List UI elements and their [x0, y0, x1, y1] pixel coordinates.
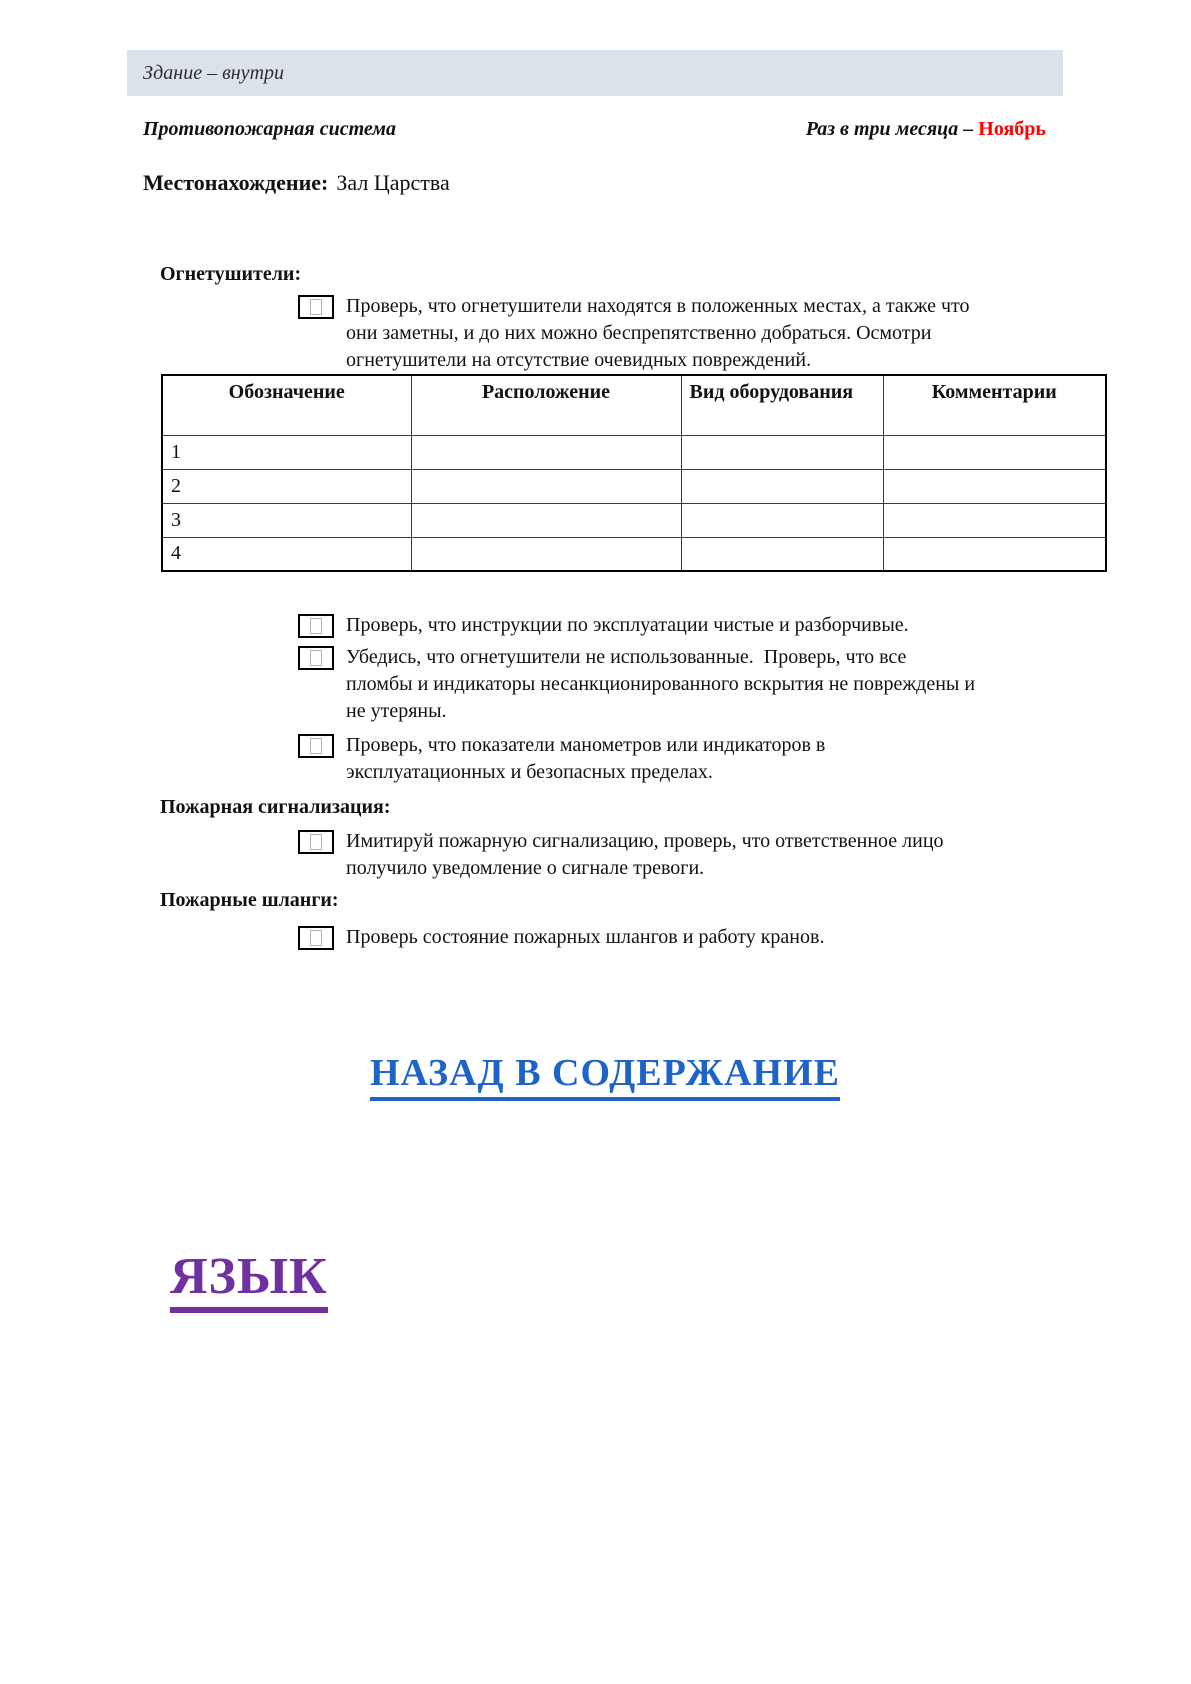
table-row	[162, 435, 1106, 469]
location-label: Местонахождение:	[143, 170, 329, 195]
text-line: Убедись, что огнетушители не использованные. Проверь, что все	[346, 646, 907, 668]
column-header-comments: Комментарии	[883, 375, 1106, 435]
empty-glyph-icon	[310, 738, 322, 754]
column-header-equipment-type: Вид оборудования	[681, 375, 883, 435]
text-line: Проверь, что огнетушители находятся в положенных местах, а также что	[346, 295, 970, 317]
checklist-item-extinguishers-placement	[298, 293, 1191, 374]
back-to-contents-link[interactable]: НАЗАД В СОДЕРЖАНИЕ	[370, 1051, 840, 1101]
table-cell-empty[interactable]	[411, 537, 681, 571]
empty-glyph-icon	[310, 834, 322, 850]
table-cell-empty[interactable]	[883, 503, 1106, 537]
checklist-item-alarm-test	[298, 828, 1191, 882]
schedule-month: Ноябрь	[978, 118, 1046, 140]
section-heading-fire-hoses: Пожарные шланги:	[160, 889, 339, 911]
table-row	[162, 537, 1106, 571]
banner	[127, 50, 1063, 96]
column-header-location: Расположение	[411, 375, 681, 435]
text-line: Проверь, что показатели манометров или индикаторов в	[346, 734, 826, 756]
row-number: 4	[162, 537, 411, 571]
table-row	[162, 469, 1106, 503]
checkbox[interactable]	[298, 830, 334, 854]
checkbox[interactable]	[298, 926, 334, 950]
table-header-row	[162, 375, 1106, 435]
checklist-item-seals	[298, 644, 1191, 725]
text-line: получило уведомление о сигнале тревоги.	[346, 857, 705, 879]
empty-glyph-icon	[310, 650, 322, 666]
table-cell-empty[interactable]	[681, 435, 883, 469]
checkbox[interactable]	[298, 295, 334, 319]
text-line: они заметны, и до них можно беспрепятственно добраться. Осмотри	[346, 322, 932, 344]
text-line: Имитируй пожарную сигнализацию, проверь, что ответственное лицо	[346, 830, 944, 852]
checklist-item-text	[346, 612, 909, 639]
checklist-item-text	[346, 732, 825, 786]
banner-text: Здание – внутри	[143, 61, 285, 84]
table-cell-empty[interactable]	[681, 469, 883, 503]
schedule-prefix: Раз в три месяца –	[805, 118, 979, 140]
section-heading-extinguishers: Огнетушители:	[160, 263, 302, 285]
text-line: эксплуатационных и безопасных пределах.	[346, 761, 713, 783]
checklist-item-gauges	[298, 732, 1191, 786]
checklist-item-text	[346, 293, 969, 374]
empty-glyph-icon	[310, 930, 322, 946]
table-cell-empty[interactable]	[883, 435, 1106, 469]
checklist-item-hoses-check	[298, 924, 1191, 951]
text-line: не утеряны.	[346, 700, 447, 722]
checklist-item-text	[346, 828, 944, 882]
row-number: 3	[162, 503, 411, 537]
checklist-item-instructions	[298, 612, 1191, 639]
location-line	[143, 170, 1191, 196]
row-number: 1	[162, 435, 411, 469]
checkbox[interactable]	[298, 614, 334, 638]
table-cell-empty[interactable]	[411, 435, 681, 469]
location-value: Зал Царства	[336, 170, 450, 195]
text-line: Проверь состояние пожарных шлангов и работу кранов.	[346, 926, 825, 948]
empty-glyph-icon	[310, 299, 322, 315]
checklist-item-text	[346, 924, 824, 951]
table-cell-empty[interactable]	[411, 503, 681, 537]
language-link[interactable]: ЯЗЫК	[170, 1247, 328, 1313]
table-cell-empty[interactable]	[681, 503, 883, 537]
empty-glyph-icon	[310, 618, 322, 634]
row-number: 2	[162, 469, 411, 503]
checkbox[interactable]	[298, 734, 334, 758]
table-row	[162, 503, 1106, 537]
checkbox[interactable]	[298, 646, 334, 670]
section-heading-fire-alarm: Пожарная сигнализация:	[160, 796, 391, 818]
text-line: огнетушители на отсутствие очевидных повреждений.	[346, 349, 812, 371]
table-cell-empty[interactable]	[411, 469, 681, 503]
extinguishers-table	[161, 374, 1107, 572]
table-cell-empty[interactable]	[883, 537, 1106, 571]
table-cell-empty[interactable]	[681, 537, 883, 571]
text-line: Проверь, что инструкции по эксплуатации чистые и разборчивые.	[346, 614, 909, 636]
document-title: Противопожарная система	[143, 118, 396, 140]
text-line: пломбы и индикаторы несанкционированного вскрытия не повреждены и	[346, 673, 976, 695]
schedule-text	[806, 118, 1046, 141]
column-header-designation: Обозначение	[162, 375, 411, 435]
table-cell-empty[interactable]	[883, 469, 1106, 503]
header-row	[143, 118, 1046, 142]
checklist-item-text	[346, 644, 975, 725]
